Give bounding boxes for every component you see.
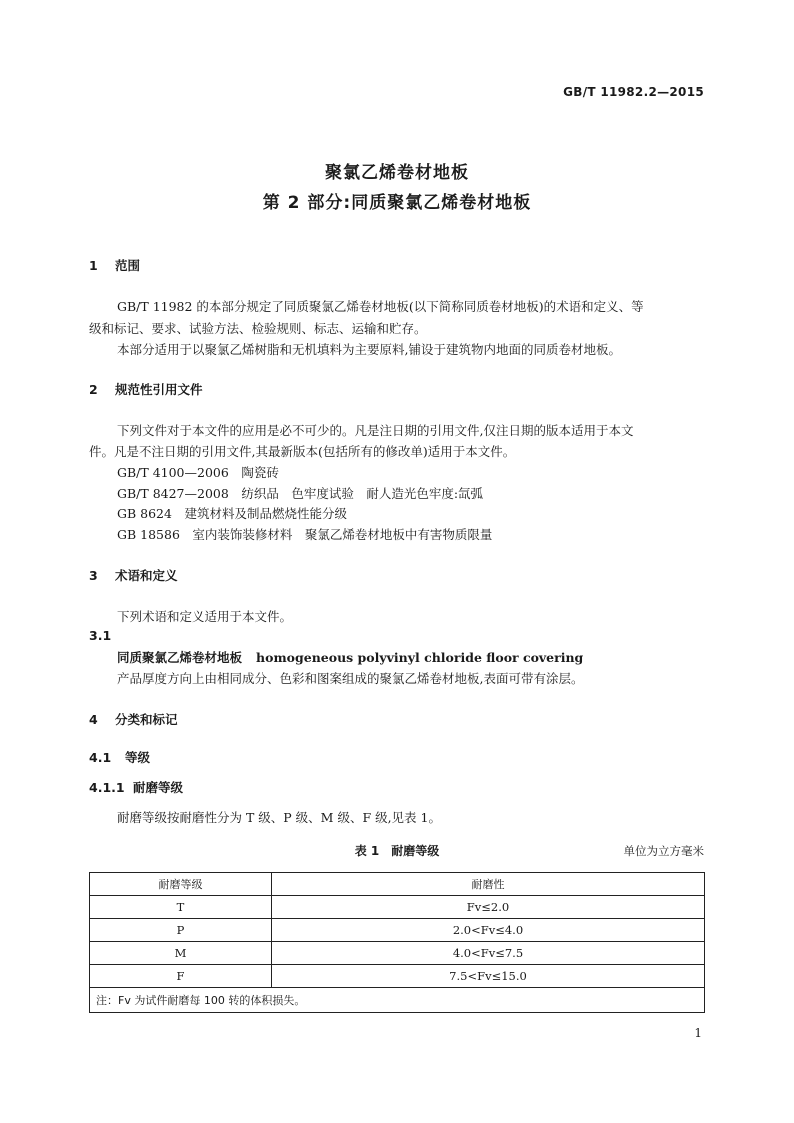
wear-value-cell: 7.5<Fv≤15.0 bbox=[272, 965, 705, 988]
grade-cell: P bbox=[90, 919, 272, 942]
page-number: 1 bbox=[694, 1026, 702, 1040]
wear-value-cell: Fv≤2.0 bbox=[272, 896, 705, 919]
section-4-heading bbox=[89, 710, 178, 728]
paragraph: GB/T 11982 的本部分规定了同质聚氯乙烯卷材地板(以下简称同质卷材地板)的术语和定义、等 bbox=[117, 299, 644, 314]
document-title: 聚氯乙烯卷材地板 bbox=[325, 163, 469, 183]
subsection-4-1-1-heading bbox=[89, 778, 183, 796]
subsection-4-1-heading bbox=[89, 748, 150, 766]
table-caption: 表 1 耐磨等级 bbox=[354, 844, 440, 858]
term-definition: 产品厚度方向上由相同成分、色彩和图案组成的聚氯乙烯卷材地板,表面可带有涂层。 bbox=[117, 671, 584, 686]
section-number: 2 bbox=[89, 382, 98, 397]
column-header: 耐磨等级 bbox=[90, 873, 272, 896]
subsection-number: 4.1.1 bbox=[89, 780, 125, 795]
subsection-title: 耐磨等级 bbox=[133, 780, 184, 795]
grade-cell: M bbox=[90, 942, 272, 965]
table-row bbox=[90, 896, 705, 919]
subsection-number: 4.1 bbox=[89, 750, 112, 765]
section-number: 4 bbox=[89, 712, 98, 727]
reference-item: GB 18586 室内装饰装修材料 聚氯乙烯卷材地板中有害物质限量 bbox=[117, 527, 493, 542]
term-chinese: 同质聚氯乙烯卷材地板 bbox=[117, 650, 243, 665]
section-number: 1 bbox=[89, 258, 98, 273]
term-entry bbox=[117, 648, 583, 666]
subsection-title: 等级 bbox=[125, 750, 151, 765]
section-2-heading bbox=[89, 380, 203, 398]
section-title: 规范性引用文件 bbox=[115, 382, 203, 397]
paragraph: 耐磨等级按耐磨性分为 T 级、P 级、M 级、F 级,见表 1。 bbox=[117, 810, 441, 825]
wear-value-cell: 2.0<Fv≤4.0 bbox=[272, 919, 705, 942]
document-subtitle: 第 2 部分:同质聚氯乙烯卷材地板 bbox=[262, 193, 532, 213]
section-3-heading bbox=[89, 566, 178, 584]
grade-cell: T bbox=[90, 896, 272, 919]
grade-cell: F bbox=[90, 965, 272, 988]
table-row bbox=[90, 965, 705, 988]
section-title: 范围 bbox=[115, 258, 141, 273]
paragraph: 本部分适用于以聚氯乙烯树脂和无机填料为主要原料,铺设于建筑物内地面的同质卷材地板。 bbox=[117, 342, 621, 357]
term-english: homogeneous polyvinyl chloride floor covering bbox=[256, 650, 584, 665]
wear-grade-table bbox=[89, 872, 705, 1013]
term-number: 3.1 bbox=[89, 628, 112, 643]
paragraph: 下列文件对于本文件的应用是必不可少的。凡是注日期的引用文件,仅注日期的版本适用于本文 bbox=[117, 423, 634, 438]
table-note-row bbox=[90, 988, 705, 1013]
standard-code: GB/T 11982.2—2015 bbox=[563, 85, 704, 99]
table-row bbox=[90, 919, 705, 942]
reference-item: GB 8624 建筑材料及制品燃烧性能分级 bbox=[117, 506, 347, 521]
section-number: 3 bbox=[89, 568, 98, 583]
reference-item: GB/T 4100—2006 陶瓷砖 bbox=[117, 465, 279, 480]
column-header: 耐磨性 bbox=[272, 873, 705, 896]
section-title: 分类和标记 bbox=[115, 712, 178, 727]
table-note: 注：Fv 为试件耐磨每 100 转的体积损失。 bbox=[90, 988, 705, 1013]
table-row bbox=[90, 942, 705, 965]
section-1-heading bbox=[89, 256, 140, 274]
table-unit: 单位为立方毫米 bbox=[623, 844, 704, 858]
paragraph: 下列术语和定义适用于本文件。 bbox=[117, 609, 293, 624]
section-title: 术语和定义 bbox=[115, 568, 178, 583]
table-header-row bbox=[90, 873, 705, 896]
wear-value-cell: 4.0<Fv≤7.5 bbox=[272, 942, 705, 965]
paragraph: 级和标记、要求、试验方法、检验规则、标志、运输和贮存。 bbox=[89, 321, 427, 336]
paragraph: 件。凡是不注日期的引用文件,其最新版本(包括所有的修改单)适用于本文件。 bbox=[89, 444, 516, 459]
reference-item: GB/T 8427—2008 纺织品 色牢度试验 耐人造光色牢度:氙弧 bbox=[117, 486, 484, 501]
